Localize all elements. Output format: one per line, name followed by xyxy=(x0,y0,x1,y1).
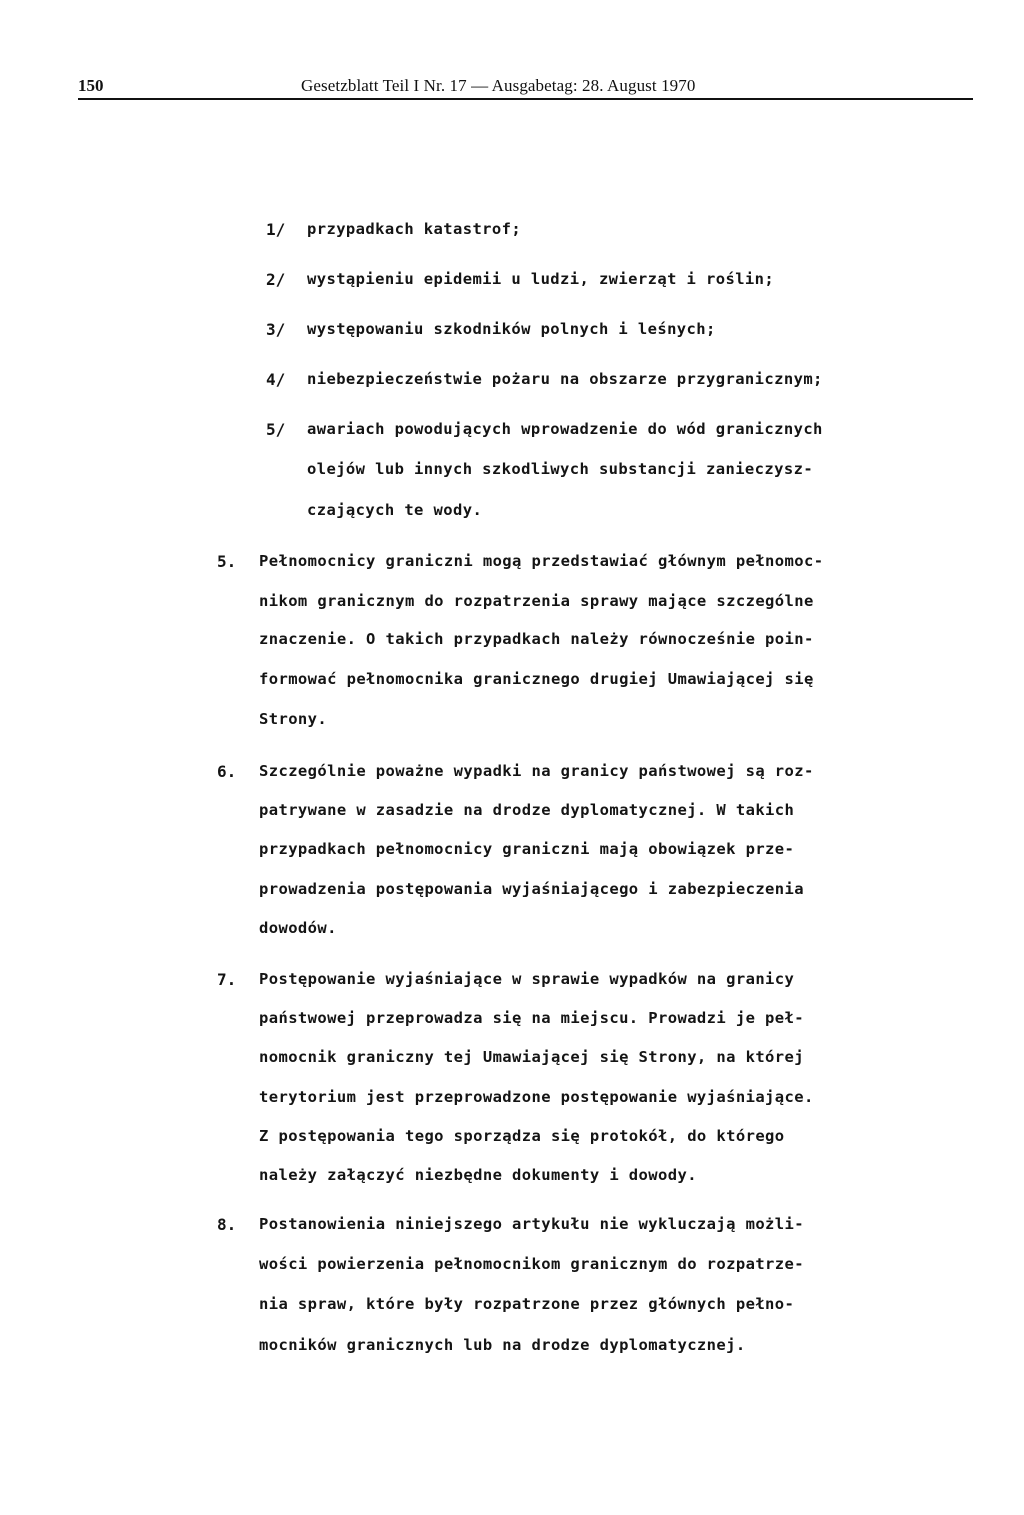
paragraph-line: wości powierzenia pełnomocnikom granicznym do rozpatrze- xyxy=(259,1255,804,1273)
list-item-line: czających te wody. xyxy=(307,501,483,519)
page-header xyxy=(78,72,973,100)
paragraph-line: prowadzenia postępowania wyjaśniającego i zabezpieczenia xyxy=(259,880,804,898)
list-marker: 1/ xyxy=(266,220,286,239)
paragraph-line: Pełnomocnicy graniczni mogą przedstawiać głównym pełnomoc- xyxy=(259,552,824,570)
page-number: 150 xyxy=(78,76,104,95)
list-marker: 2/ xyxy=(266,270,286,289)
paragraph-line: należy załączyć niezbędne dokumenty i dowody. xyxy=(259,1166,697,1184)
paragraph-line: nomocnik graniczny tej Umawiającej się Strony, na której xyxy=(259,1048,804,1066)
paragraph-line: mocników granicznych lub na drodze dyplomatycznej. xyxy=(259,1336,746,1354)
list-item-line: awariach powodujących wprowadzenie do wód granicznych xyxy=(307,420,823,438)
paragraph-marker: 5. xyxy=(217,552,237,571)
list-item-line: wystąpieniu epidemii u ludzi, zwierząt i roślin; xyxy=(307,270,775,288)
paragraph-line: znaczenie. O takich przypadkach należy równocześnie poin- xyxy=(259,630,814,648)
paragraph-line: nikom granicznym do rozpatrzenia sprawy mające szczególne xyxy=(259,592,814,610)
paragraph-line: formować pełnomocnika granicznego drugiej Umawiającej się xyxy=(259,670,814,688)
list-marker: 4/ xyxy=(266,370,286,389)
paragraph-line: państwowej przeprowadza się na miejscu. Prowadzi je peł- xyxy=(259,1009,804,1027)
paragraph-marker: 8. xyxy=(217,1215,237,1234)
header-divider xyxy=(78,98,973,100)
list-item-line: występowaniu szkodników polnych i leśnych; xyxy=(307,320,716,338)
paragraph-line: Z postępowania tego sporządza się protokół, do którego xyxy=(259,1127,785,1145)
gazette-title: Gesetzblatt Teil I Nr. 17 — Ausgabetag: 28. August 1970 xyxy=(301,76,696,95)
list-marker: 3/ xyxy=(266,320,286,339)
paragraph-line: Strony. xyxy=(259,710,328,728)
paragraph-marker: 7. xyxy=(217,970,237,989)
paragraph-marker: 6. xyxy=(217,762,237,781)
paragraph-line: Postanowienia niniejszego artykułu nie wykluczają możli- xyxy=(259,1215,804,1233)
list-item-line: niebezpieczeństwie pożaru na obszarze przygranicznym; xyxy=(307,370,823,388)
paragraph-line: terytorium jest przeprowadzone postępowanie wyjaśniające. xyxy=(259,1088,814,1106)
paragraph-line: patrywane w zasadzie na drodze dyplomatycznej. W takich xyxy=(259,801,795,819)
paragraph-line: dowodów. xyxy=(259,919,337,937)
list-item-line: olejów lub innych szkodliwych substancji zanieczysz- xyxy=(307,460,814,478)
list-marker: 5/ xyxy=(266,420,286,439)
list-item-line: przypadkach katastrof; xyxy=(307,220,522,238)
paragraph-line: nia spraw, które były rozpatrzone przez głównych pełno- xyxy=(259,1295,795,1313)
paragraph-line: Szczególnie poważne wypadki na granicy państwowej są roz- xyxy=(259,762,814,780)
paragraph-line: przypadkach pełnomocnicy graniczni mają obowiązek prze- xyxy=(259,840,795,858)
paragraph-line: Postępowanie wyjaśniające w sprawie wypadków na granicy xyxy=(259,970,795,988)
